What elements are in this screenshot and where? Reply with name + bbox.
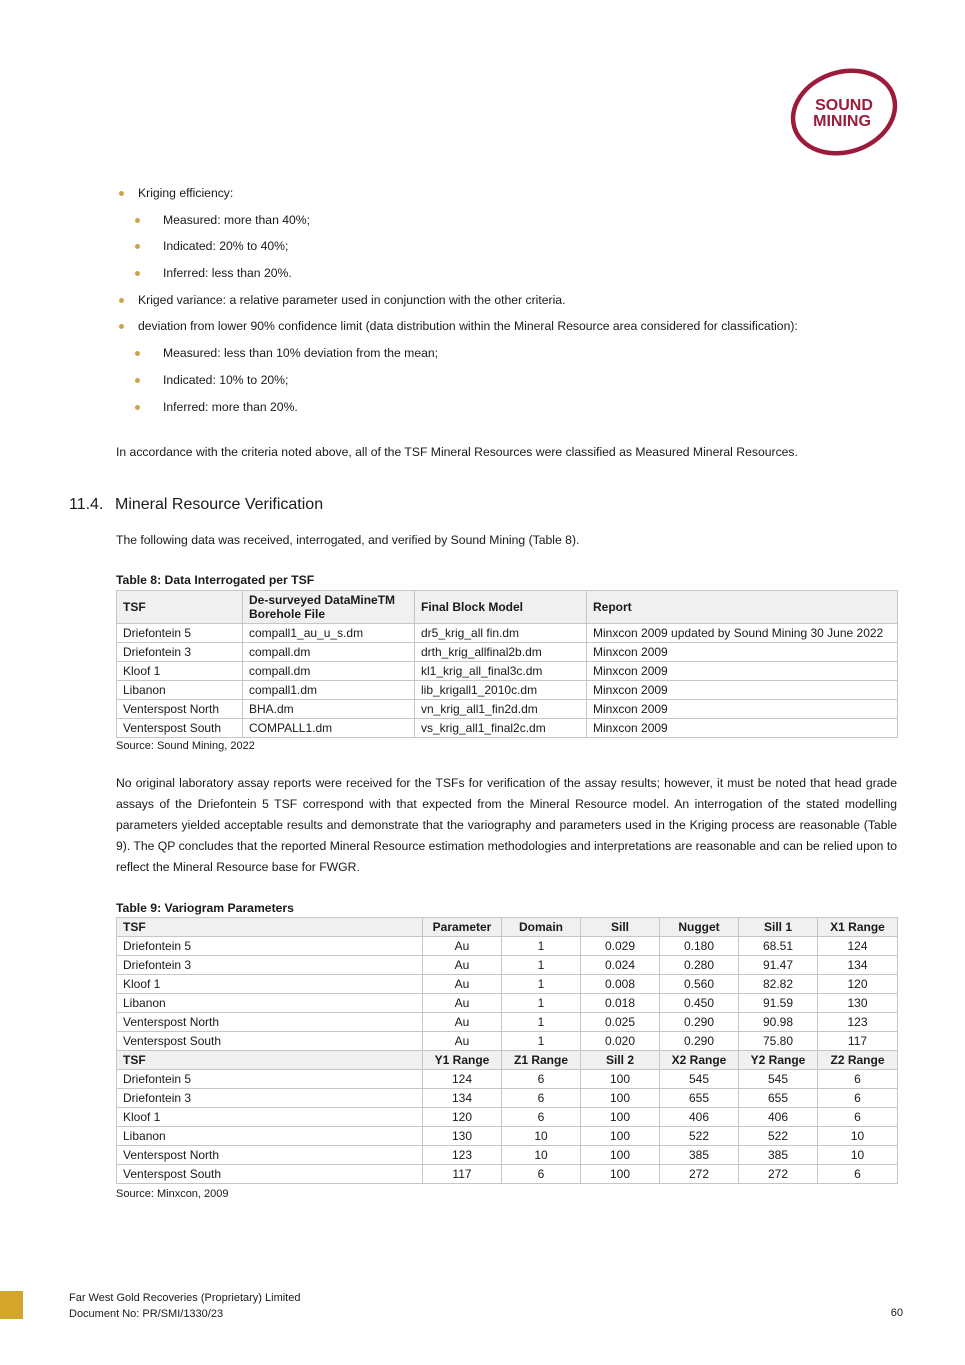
table-cell: 134 xyxy=(818,956,898,975)
table-cell: 91.59 xyxy=(739,994,818,1013)
table-cell: Driefontein 3 xyxy=(117,1089,423,1108)
table-cell: 272 xyxy=(660,1165,739,1184)
classification-paragraph: In accordance with the criteria noted above, all of the TSF Mineral Resources were classified as Measured Mineral Resources. xyxy=(116,445,798,459)
table-cell: Minxcon 2009 updated by Sound Mining 30 June 2022 xyxy=(587,624,898,643)
table-cell: Venterspost South xyxy=(117,1165,423,1184)
table-row xyxy=(117,937,898,956)
table-header-cell: Domain xyxy=(502,918,581,937)
table8-caption: Table 8: Data Interrogated per TSF xyxy=(116,573,315,587)
sound-mining-logo xyxy=(786,64,902,160)
table-row xyxy=(117,624,898,643)
table-header-cell: Nugget xyxy=(660,918,739,937)
table-cell: 1 xyxy=(502,937,581,956)
table-cell: 6 xyxy=(818,1108,898,1127)
table-row xyxy=(117,643,898,662)
table9-variogram-parameters xyxy=(116,917,898,1184)
table-header-cell: Sill 2 xyxy=(581,1051,660,1070)
table-header-cell: TSF xyxy=(117,1051,423,1070)
table-header-cell: TSF xyxy=(117,591,243,624)
bullet-icon xyxy=(119,324,124,329)
table-cell: 6 xyxy=(502,1165,581,1184)
table-cell: 655 xyxy=(660,1089,739,1108)
table-cell: drth_krig_allfinal2b.dm xyxy=(415,643,587,662)
table-header-cell: X1 Range xyxy=(818,918,898,937)
table-cell: 0.290 xyxy=(660,1013,739,1032)
table-header-cell: Y2 Range xyxy=(739,1051,818,1070)
table-cell: 0.290 xyxy=(660,1032,739,1051)
table-cell: 120 xyxy=(818,975,898,994)
footer xyxy=(69,1290,300,1322)
table8-data-interrogated xyxy=(116,590,898,738)
table-cell: 0.450 xyxy=(660,994,739,1013)
footer-company: Far West Gold Recoveries (Proprietary) Limited xyxy=(69,1292,301,1304)
table-cell: 117 xyxy=(423,1165,502,1184)
table-cell: 1 xyxy=(502,1032,581,1051)
table-cell: 124 xyxy=(423,1070,502,1089)
table-header-cell: Sill 1 xyxy=(739,918,818,937)
table-cell: Minxcon 2009 xyxy=(587,681,898,700)
bullet-icon xyxy=(119,191,124,196)
table-cell: 10 xyxy=(502,1146,581,1165)
table-cell: 10 xyxy=(818,1127,898,1146)
table-cell: Libanon xyxy=(117,681,243,700)
table-cell: 100 xyxy=(581,1108,660,1127)
table-row xyxy=(117,1165,898,1184)
table-cell: 406 xyxy=(739,1108,818,1127)
table-cell: 6 xyxy=(818,1089,898,1108)
table-row xyxy=(117,1070,898,1089)
table-cell: 130 xyxy=(818,994,898,1013)
table-cell: 68.51 xyxy=(739,937,818,956)
table-cell: Venterspost North xyxy=(117,1146,423,1165)
table-row xyxy=(117,681,898,700)
table-cell: Venterspost North xyxy=(117,1013,423,1032)
table-row xyxy=(117,700,898,719)
table-header-cell: TSF xyxy=(117,918,423,937)
table-row xyxy=(117,975,898,994)
table-row xyxy=(117,662,898,681)
table9-source: Source: Minxcon, 2009 xyxy=(116,1188,229,1200)
table-cell: Au xyxy=(423,994,502,1013)
bullet-icon xyxy=(135,405,140,410)
table-cell: 1 xyxy=(502,994,581,1013)
criteria-item: Inferred: more than 20%. xyxy=(116,394,906,421)
table-header-cell: Report xyxy=(587,591,898,624)
table-cell: 0.280 xyxy=(660,956,739,975)
table-cell: 1 xyxy=(502,956,581,975)
table-header-row xyxy=(117,591,898,624)
table-header-cell: Y1 Range xyxy=(423,1051,502,1070)
table-cell: lib_krigall1_2010c.dm xyxy=(415,681,587,700)
criteria-item: Inferred: less than 20%. xyxy=(116,260,906,287)
table-cell: 124 xyxy=(818,937,898,956)
table-header-cell: Final Block Model xyxy=(415,591,587,624)
table-cell: Driefontein 5 xyxy=(117,1070,423,1089)
table-header-cell: Z1 Range xyxy=(502,1051,581,1070)
table-cell: Au xyxy=(423,1032,502,1051)
bullet-icon xyxy=(135,271,140,276)
table-cell: Minxcon 2009 xyxy=(587,700,898,719)
table-header-cell: Parameter xyxy=(423,918,502,937)
section-heading xyxy=(69,495,323,515)
table-cell: 75.80 xyxy=(739,1032,818,1051)
table-cell: Driefontein 3 xyxy=(117,956,423,975)
table-cell: 120 xyxy=(423,1108,502,1127)
table-row xyxy=(117,1146,898,1165)
table-cell: vn_krig_all1_fin2d.dm xyxy=(415,700,587,719)
footer-document-number: Document No: PR/SMI/1330/23 xyxy=(69,1308,224,1320)
table-cell: 10 xyxy=(502,1127,581,1146)
table-cell: 100 xyxy=(581,1165,660,1184)
table-cell: compall1_au_u_s.dm xyxy=(243,624,415,643)
logo-mark xyxy=(786,64,902,160)
table-row xyxy=(117,719,898,738)
verification-paragraph: No original laboratory assay reports were received for the TSFs for verification of the assay results; however, it must be noted that head grade assays of the Driefontein 5 TSF correspond with that expected from the Mineral Resource model. An interrogation of the stated modelling parameters yielded acceptable results and demonstrate that the variography and parameters used in the Kriging process are reasonable (Table 9). The QP concludes that the reported Mineral Resource estimation methodologies and interpretations are reasonable and can be relied upon to reflect the Mineral Resource base for FWGR. xyxy=(116,776,897,874)
criteria-item: Indicated: 10% to 20%; xyxy=(116,367,906,394)
table-cell: 91.47 xyxy=(739,956,818,975)
table-row xyxy=(117,1108,898,1127)
criteria-item: Measured: more than 40%; xyxy=(116,207,906,234)
table-row xyxy=(117,956,898,975)
table-cell: Driefontein 5 xyxy=(117,624,243,643)
logo-line-1: SOUND xyxy=(815,97,873,114)
table-header-cell: De-surveyed DataMineTM Borehole File xyxy=(243,591,415,624)
bullet-icon xyxy=(135,351,140,356)
table-cell: compall.dm xyxy=(243,662,415,681)
table-cell: 0.560 xyxy=(660,975,739,994)
table-cell: 0.020 xyxy=(581,1032,660,1051)
table-cell: Driefontein 3 xyxy=(117,643,243,662)
classification-criteria-list xyxy=(116,180,906,420)
table-cell: 0.024 xyxy=(581,956,660,975)
page-number: 60 xyxy=(890,1307,903,1319)
criteria-item: Kriging efficiency: xyxy=(116,180,906,207)
table-header-cell: X2 Range xyxy=(660,1051,739,1070)
table-cell: 406 xyxy=(660,1108,739,1127)
table-cell: 0.025 xyxy=(581,1013,660,1032)
table-cell: Venterspost North xyxy=(117,700,243,719)
table-header-cell: Sill xyxy=(581,918,660,937)
criteria-item: Measured: less than 10% deviation from the mean; xyxy=(116,340,906,367)
intro-paragraph: The following data was received, interrogated, and verified by Sound Mining (Table 8). xyxy=(116,533,580,547)
table-cell: 6 xyxy=(502,1070,581,1089)
table-cell: COMPALL1.dm xyxy=(243,719,415,738)
table-row xyxy=(117,1032,898,1051)
table-cell: kl1_krig_all_final3c.dm xyxy=(415,662,587,681)
section-title: Mineral Resource Verification xyxy=(115,496,324,513)
table-cell: BHA.dm xyxy=(243,700,415,719)
table-cell: 100 xyxy=(581,1146,660,1165)
bullet-icon xyxy=(119,298,124,303)
table-cell: Minxcon 2009 xyxy=(587,643,898,662)
table-cell: Kloof 1 xyxy=(117,662,243,681)
table-row xyxy=(117,1013,898,1032)
table-row xyxy=(117,1127,898,1146)
table-cell: vs_krig_all1_final2c.dm xyxy=(415,719,587,738)
table-cell: 385 xyxy=(660,1146,739,1165)
table-cell: 0.008 xyxy=(581,975,660,994)
bullet-icon xyxy=(135,244,140,249)
table-header-row xyxy=(117,918,898,937)
table-cell: Kloof 1 xyxy=(117,1108,423,1127)
footer-accent-bar xyxy=(0,1291,23,1319)
table-cell: Venterspost South xyxy=(117,1032,423,1051)
table-cell: dr5_krig_all fin.dm xyxy=(415,624,587,643)
table-cell: 123 xyxy=(423,1146,502,1165)
table-cell: 0.029 xyxy=(581,937,660,956)
table-cell: 545 xyxy=(660,1070,739,1089)
table-cell: 130 xyxy=(423,1127,502,1146)
table-cell: Minxcon 2009 xyxy=(587,719,898,738)
table-cell: Driefontein 5 xyxy=(117,937,423,956)
bullet-icon xyxy=(135,218,140,223)
table-cell: 522 xyxy=(739,1127,818,1146)
table-cell: 1 xyxy=(502,975,581,994)
table-cell: Au xyxy=(423,956,502,975)
table-cell: 100 xyxy=(581,1127,660,1146)
table-cell: Au xyxy=(423,975,502,994)
table-cell: Libanon xyxy=(117,994,423,1013)
criteria-item: deviation from lower 90% confidence limit (data distribution within the Mineral Resource area considered for classification): xyxy=(116,313,906,340)
table-subheader-row xyxy=(117,1051,898,1070)
table-cell: 134 xyxy=(423,1089,502,1108)
table-cell: Au xyxy=(423,937,502,956)
table-cell: 100 xyxy=(581,1070,660,1089)
table-row xyxy=(117,994,898,1013)
bullet-icon xyxy=(135,378,140,383)
table-cell: Venterspost South xyxy=(117,719,243,738)
table-cell: 123 xyxy=(818,1013,898,1032)
table-cell: 6 xyxy=(502,1108,581,1127)
table-cell: Kloof 1 xyxy=(117,975,423,994)
logo-line-2: MINING xyxy=(813,113,871,130)
table-cell: 522 xyxy=(660,1127,739,1146)
table8-source: Source: Sound Mining, 2022 xyxy=(116,740,255,752)
table-cell: 655 xyxy=(739,1089,818,1108)
criteria-item: Indicated: 20% to 40%; xyxy=(116,233,906,260)
table-cell: 117 xyxy=(818,1032,898,1051)
table-cell: Minxcon 2009 xyxy=(587,662,898,681)
table-cell: compall.dm xyxy=(243,643,415,662)
table-cell: Au xyxy=(423,1013,502,1032)
table-cell: 0.180 xyxy=(660,937,739,956)
table-header-cell: Z2 Range xyxy=(818,1051,898,1070)
section-number: 11.4. xyxy=(69,496,104,513)
table-cell: 90.98 xyxy=(739,1013,818,1032)
table-cell: 10 xyxy=(818,1146,898,1165)
table-row xyxy=(117,1089,898,1108)
table-cell: 100 xyxy=(581,1089,660,1108)
table-cell: Libanon xyxy=(117,1127,423,1146)
table-cell: 6 xyxy=(818,1165,898,1184)
table-cell: 385 xyxy=(739,1146,818,1165)
table9-caption: Table 9: Variogram Parameters xyxy=(116,901,294,915)
table-cell: 6 xyxy=(818,1070,898,1089)
table-cell: compall1.dm xyxy=(243,681,415,700)
table-cell: 272 xyxy=(739,1165,818,1184)
table-cell: 0.018 xyxy=(581,994,660,1013)
table-cell: 6 xyxy=(502,1089,581,1108)
table-cell: 1 xyxy=(502,1013,581,1032)
table-cell: 545 xyxy=(739,1070,818,1089)
table-cell: 82.82 xyxy=(739,975,818,994)
criteria-item: Kriged variance: a relative parameter used in conjunction with the other criteria. xyxy=(116,287,906,314)
